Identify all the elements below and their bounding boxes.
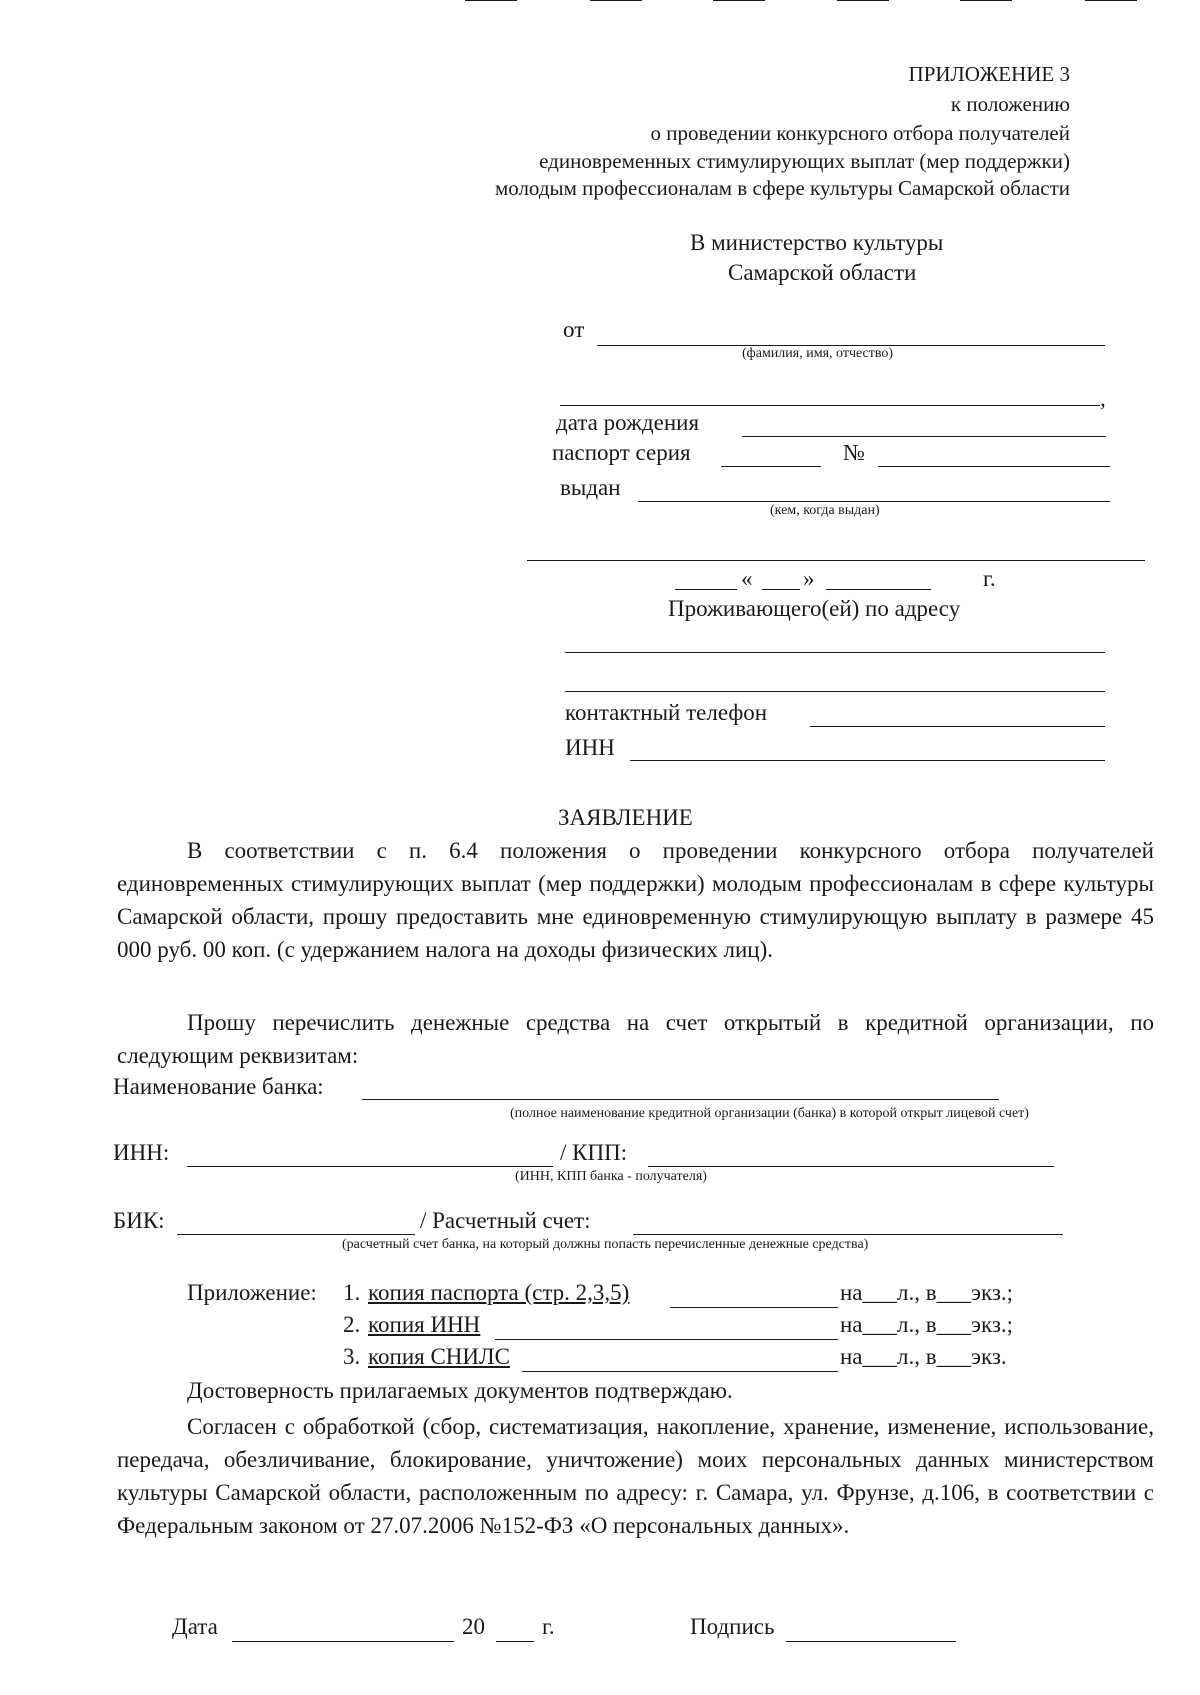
signature-label: Подпись [690, 1614, 775, 1639]
top-blank-4 [837, 0, 889, 1]
documents-confirmation: Достоверность прилагаемых документов подтверждаю. [187, 1378, 733, 1403]
residence-label: Проживающего(ей) по адресу [668, 596, 961, 621]
issued-caption: (кем, когда выдан) [770, 503, 880, 518]
inn-kpp-caption: (ИНН, КПП банка - получателя) [515, 1169, 707, 1184]
phone-field[interactable] [810, 726, 1105, 727]
address-line-2-field[interactable] [565, 691, 1105, 692]
attachment-3-name: копия СНИЛС [368, 1344, 510, 1369]
header-line-4: молодым профессионалам в сфере культуры Самарской области [494, 176, 1070, 200]
account-label: / Расчетный счет: [420, 1208, 591, 1233]
attachment-3-pages: на___л., в___экз. [840, 1344, 1007, 1369]
open-quote: « [741, 566, 753, 591]
bank-name-label: Наименование банка: [113, 1074, 324, 1099]
attachment-2-number: 2. [343, 1312, 361, 1337]
addressee-line-2: Самарской области [728, 260, 917, 285]
attachment-1-line [670, 1307, 838, 1308]
account-field[interactable] [633, 1234, 1063, 1235]
issue-day-prefix-field[interactable] [675, 589, 737, 590]
bank-kpp-field[interactable] [648, 1166, 1054, 1167]
comma: , [1100, 386, 1106, 411]
phone-label: контактный телефон [565, 700, 768, 725]
birth-date-label: дата рождения [556, 410, 700, 435]
date-label: Дата [172, 1614, 218, 1639]
statement-paragraph-1: В соответствии с п. 6.4 положения о проведении конкурсного отбора получателей единовременных стимулирующих выплат (мер поддержки) молодым профессионалам в сфере культуры Самарской области, прошу предоставить мне единовременную стимулирующую выплату в размере 45 000 руб. 00 коп. (с удержанием налога на доходы физических лиц). [117, 838, 1154, 962]
attachment-2-pages: на___л., в___экз.; [840, 1312, 1014, 1337]
passport-number-field[interactable] [878, 466, 1110, 467]
from-label: от [563, 317, 585, 342]
issue-day-field[interactable] [762, 589, 800, 590]
attachment-2-name: копия ИНН [368, 1312, 481, 1337]
date-field[interactable] [232, 1641, 454, 1642]
appendix-number: ПРИЛОЖЕНИЕ 3 [908, 62, 1070, 86]
passport-series-label: паспорт серия [552, 440, 691, 465]
bik-field[interactable] [177, 1234, 415, 1235]
from-caption: (фамилия, имя, отчество) [742, 346, 894, 361]
top-blank-2 [590, 0, 642, 1]
bank-inn-field[interactable] [187, 1166, 553, 1167]
issued-continuation-field[interactable] [527, 560, 1145, 561]
issue-month-field[interactable] [826, 589, 931, 590]
attachment-2-line [495, 1339, 838, 1340]
applicant-inn-label: ИНН [565, 735, 615, 760]
top-blank-3 [713, 0, 765, 1]
applicant-inn-field[interactable] [630, 760, 1105, 761]
bank-inn-label: ИНН: [113, 1140, 170, 1165]
year-suffix: г. [983, 566, 996, 591]
header-line-1: к положению [950, 92, 1070, 116]
attachments-label: Приложение: [187, 1280, 317, 1305]
passport-series-field[interactable] [721, 466, 821, 467]
attachment-3-line [522, 1371, 838, 1372]
passport-number-label: № [843, 440, 865, 465]
attachment-1-pages: на___л., в___экз.; [840, 1280, 1014, 1305]
footer-year-suffix: г. [542, 1614, 555, 1639]
personal-data-consent: Согласен с обработкой (сбор, систематизация, накопление, хранение, изменение, использование, передача, обезличивание, блокирование, уничтожение) моих персональных данных министерством культуры Самарской области, расположенным по адресу: г. Самара, ул. Фрунзе, д.106, в соответствии с Федеральным законом от 27.07.2006 №152-ФЗ «О персональных данных». [117, 1414, 1154, 1538]
top-blank-5 [960, 0, 1012, 1]
addressee-line-1: В министерство культуры [690, 230, 944, 255]
header-line-2: о проведении конкурсного отбора получателей [650, 121, 1070, 145]
birth-date-field[interactable] [742, 436, 1106, 437]
year-field[interactable] [496, 1641, 534, 1642]
account-caption: (расчетный счет банка, на который должны попасть перечисленные денежные средства) [342, 1237, 869, 1252]
year-prefix: 20 [462, 1614, 485, 1639]
bank-name-caption: (полное наименование кредитной организации (банка) в которой открыт лицевой счет) [510, 1106, 1029, 1121]
address-line-1-field[interactable] [565, 652, 1105, 653]
statement-title: ЗАЯВЛЕНИЕ [558, 805, 693, 830]
statement-paragraph-2: Прошу перечислить денежные средства на счет открытый в кредитной организации, по следующим реквизитам: [117, 1010, 1154, 1068]
fullname-continuation-field[interactable] [560, 405, 1100, 406]
attachment-1-name: копия паспорта (стр. 2,3,5) [368, 1280, 630, 1305]
signature-field[interactable] [786, 1641, 956, 1642]
close-quote: » [803, 566, 815, 591]
attachment-3-number: 3. [343, 1344, 361, 1369]
bik-label: БИК: [113, 1208, 165, 1233]
top-blank-1 [465, 0, 517, 1]
issued-label: выдан [560, 475, 621, 500]
bank-kpp-label: / КПП: [560, 1140, 628, 1165]
bank-name-field[interactable] [362, 1099, 999, 1100]
issued-field[interactable] [638, 501, 1110, 502]
header-line-3: единовременных стимулирующих выплат (мер поддержки) [539, 149, 1070, 173]
top-blank-6 [1085, 0, 1137, 1]
attachment-1-number: 1. [343, 1280, 361, 1305]
